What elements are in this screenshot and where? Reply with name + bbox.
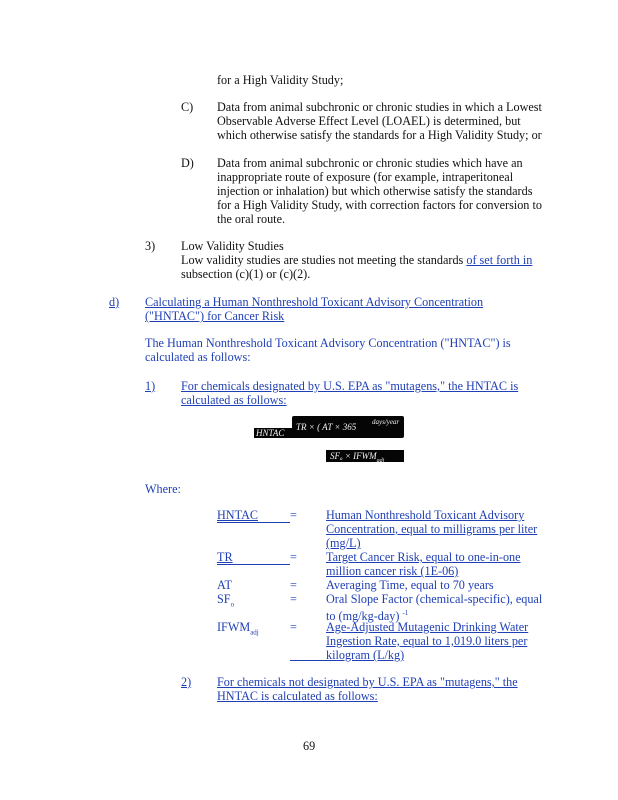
definition-equals: = xyxy=(290,578,297,592)
formula-days-per-year: days/year xyxy=(372,418,400,426)
definition-text: Target Cancer Risk, equal to one-in-one xyxy=(326,550,521,564)
definition-term-text: HNTAC xyxy=(217,508,259,522)
definition-term-text: IFWM xyxy=(217,620,251,634)
item-marker-2: 2) xyxy=(181,675,192,689)
paragraph-line: Data from animal subchronic or chronic studies in which a Lowest xyxy=(217,100,542,114)
definition-text: Human Nonthreshold Toxicant Advisory xyxy=(326,508,525,522)
page-number: 69 xyxy=(303,739,316,753)
paragraph-line: inappropriate route of exposure (for example, intraperitoneal xyxy=(217,170,514,184)
definition-text-run: to (mg/kg-day) xyxy=(326,609,400,624)
item-marker-c: C) xyxy=(181,100,194,114)
definition-text: Concentration, equal to milligrams per liter xyxy=(326,522,538,536)
paragraph-line: Observable Adverse Effect Level (LOAEL) is determined, but xyxy=(217,114,521,128)
definition-text: (mg/L) xyxy=(326,536,361,550)
paragraph-line: subsection (c)(1) or (c)(2). xyxy=(181,267,311,281)
definition-term xyxy=(217,551,233,564)
underline-rule xyxy=(217,564,290,565)
definition-term xyxy=(217,509,258,522)
inserted-text: of set forth in xyxy=(466,253,533,267)
formula-denominator-sub: adj xyxy=(376,457,385,464)
definition-equals: = xyxy=(290,550,297,564)
definition-term-subscript: adj xyxy=(250,628,259,637)
paragraph-line: calculated as follows: xyxy=(181,393,287,407)
formula-numerator: TR × ( AT × 365 xyxy=(296,422,357,432)
paragraph-line: for a High Validity Study, with correction factors for conversion to xyxy=(217,198,542,212)
text-run: Low validity studies are studies not meeting the standards xyxy=(181,253,467,267)
heading-low-validity: Low Validity Studies xyxy=(181,239,284,253)
definition-term xyxy=(217,579,232,592)
paragraph-line: For chemicals designated by U.S. EPA as "mutagens," the HNTAC is xyxy=(181,379,519,393)
definition-equals: = xyxy=(290,592,297,606)
definition-text: Ingestion Rate, equal to 1,019.0 liters per xyxy=(326,634,528,648)
paragraph-line: The Human Nonthreshold Toxicant Advisory Concentration ("HNTAC") is xyxy=(145,336,511,350)
definition-text: million cancer risk (1E-06) xyxy=(326,564,459,578)
definition-term-text: TR xyxy=(217,550,233,564)
definition-text: Age-Adjusted Mutagenic Drinking Water xyxy=(326,620,529,634)
item-marker-3: 3) xyxy=(145,239,156,253)
where-label: Where: xyxy=(145,482,181,496)
paragraph-line: For chemicals not designated by U.S. EPA as "mutagens," the xyxy=(217,675,518,689)
item-marker-1: 1) xyxy=(145,379,156,393)
underline-rule xyxy=(290,660,326,661)
paragraph-line: injection or inhalation) but which otherwise satisfy the standards xyxy=(217,184,533,198)
definition-equals: = xyxy=(290,508,297,522)
paragraph-line: which otherwise satisfy the standards for a High Validity Study; or xyxy=(217,128,542,142)
definition-superscript: -1 xyxy=(402,609,409,617)
paragraph-line: the oral route. xyxy=(217,212,286,226)
paragraph-line: HNTAC is calculated as follows: xyxy=(217,689,378,703)
formula-lhs: HNTAC xyxy=(256,428,285,438)
paragraph-line: Data from animal subchronic or chronic studies which have an xyxy=(217,156,523,170)
formula-denominator-main: SFₒ × IFWM xyxy=(330,451,377,461)
definition-text: Averaging Time, equal to 70 years xyxy=(326,578,494,592)
definition-term xyxy=(217,593,234,612)
definition-term-text: AT xyxy=(217,578,232,592)
paragraph-line xyxy=(181,254,532,267)
definition-term xyxy=(217,621,259,640)
underline-rule xyxy=(217,522,290,523)
subsection-marker-d: d) xyxy=(109,295,120,309)
definition-term-text: SF xyxy=(217,592,231,606)
item-marker-d: D) xyxy=(181,156,194,170)
definition-term-subscript: o xyxy=(230,600,235,609)
subsection-heading: ("HNTAC") for Cancer Risk xyxy=(145,309,285,323)
definition-text: kilogram (L/kg) xyxy=(326,648,405,662)
subsection-heading: Calculating a Human Nonthreshold Toxicant Advisory Concentration xyxy=(145,295,484,309)
formula-denominator xyxy=(330,451,384,466)
paragraph-line: for a High Validity Study; xyxy=(217,73,344,87)
hntac-formula-image xyxy=(254,414,404,462)
definition-text: Oral Slope Factor (chemical-specific), equal xyxy=(326,592,543,606)
definition-equals: = xyxy=(290,620,297,634)
paragraph-line: calculated as follows: xyxy=(145,350,251,364)
